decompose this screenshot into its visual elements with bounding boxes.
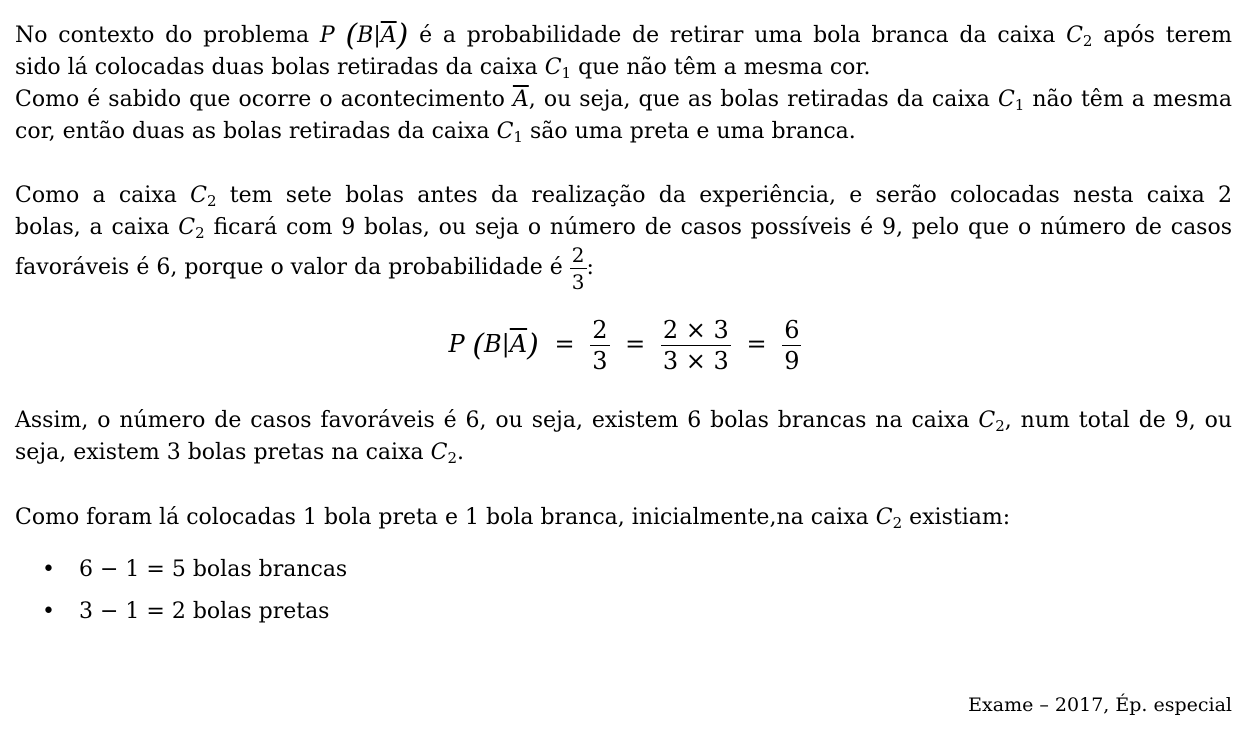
math-box-C2: $C_2$ [978,408,1005,435]
display-equation [0,318,1250,373]
text-fragment: não têm a mesma [1032,87,1233,112]
text-fragment: . [456,440,464,465]
text-fragment: , num total de 9, ou [1004,408,1233,433]
text-fragment: sido lá colocadas duas bolas retiradas da caixa [15,55,538,80]
fraction-two-thirds: $\frac{2}{3}$ [571,242,585,294]
math-box-C2: $C_2$ [1066,23,1093,50]
text-fragment: são uma preta e uma branca. [529,119,856,144]
text-fragment: Como é sabido que ocorre o acontecimento [15,87,505,112]
math-prob-B-given-not-A: P $(B|\overline{A})$ [319,18,409,53]
paragraph-box-count [15,180,1232,292]
bullet-list [42,554,347,638]
text-fragment: que não têm a mesma cor. [578,55,871,80]
text-fragment: Como a caixa [15,183,177,208]
bullet-text: bolas pretas [192,599,330,624]
fraction-two-thirds: $\frac{2}{3}$ [592,316,608,375]
text-line [15,52,1232,84]
list-item [42,596,347,638]
source-footer: Exame – 2017, Ép. especial [968,694,1232,716]
equals-sign: = [625,330,646,358]
text-fragment: favoráveis é 6, porque o valor da probabilidade é [15,255,563,280]
text-fragment: seja, existem 3 bolas pretas na caixa [15,440,424,465]
bullet-icon: • [42,557,55,582]
paragraph-context [15,20,1232,148]
math-box-C1: $C_1$ [496,119,523,146]
math-box-C2: $C_2$ [875,505,903,532]
text-fragment: : [586,255,594,280]
fraction-six-ninths: $\frac{6}{9}$ [784,316,800,375]
math-prob-B-given-not-A: P $(B|\overline{A})$ [448,328,539,363]
text-line [15,116,1232,148]
equals-sign: = [554,330,575,358]
text-line [15,180,1232,212]
text-fragment: bolas, a caixa [15,215,170,240]
text-fragment: após terem [1103,23,1232,48]
bullet-icon: • [42,599,55,624]
equals-sign: = [746,330,767,358]
fraction-product: $\frac{2 \times 3}{3 \times 3}$ [662,316,729,375]
math-box-C1: $C_1$ [544,55,572,82]
math-box-C1: $C_1$ [997,87,1025,114]
text-fragment: é a probabilidade de retirar uma bola branca da caixa [419,23,1056,48]
bullet-text: bolas brancas [192,557,348,582]
text-line [15,437,1232,469]
text-fragment: Como foram lá colocadas 1 bola preta e 1 bola branca, inicialmente,na caixa [15,505,869,530]
text-line [15,244,1232,292]
text-fragment: existiam: [909,505,1011,530]
math-event-not-A: $\overline{A}$ [512,87,529,112]
paragraph-conclusion [15,405,1232,469]
text-fragment: Assim, o número de casos favoráveis é 6, ou seja, existem 6 bolas brancas na caixa [15,408,970,433]
list-item [42,554,347,596]
text-fragment: No contexto do problema [15,23,310,48]
math-box-C2: $C_2$ [190,183,217,210]
text-fragment: tem sete bolas antes da realização da experiência, e serão colocadas nesta caixa 2 [229,183,1233,208]
text-fragment: ficará com 9 bolas, ou seja o número de casos possíveis é 9, pelo que o número de casos [213,215,1233,240]
text-line [15,405,1232,437]
math-box-C2: $C_2$ [178,215,205,242]
paragraph-initial [15,502,1232,534]
text-fragment: , ou seja, que as bolas retiradas da caixa [528,87,990,112]
bullet-expression: 6 − 1 = 5 [79,557,186,582]
bullet-expression: 3 − 1 = 2 [79,599,186,624]
text-fragment: cor, então duas as bolas retiradas da caixa [15,119,490,144]
math-box-C2: $C_2$ [430,440,457,467]
text-line [15,502,1232,534]
text-line [15,20,1232,52]
text-line [15,84,1232,116]
text-line [15,212,1232,244]
